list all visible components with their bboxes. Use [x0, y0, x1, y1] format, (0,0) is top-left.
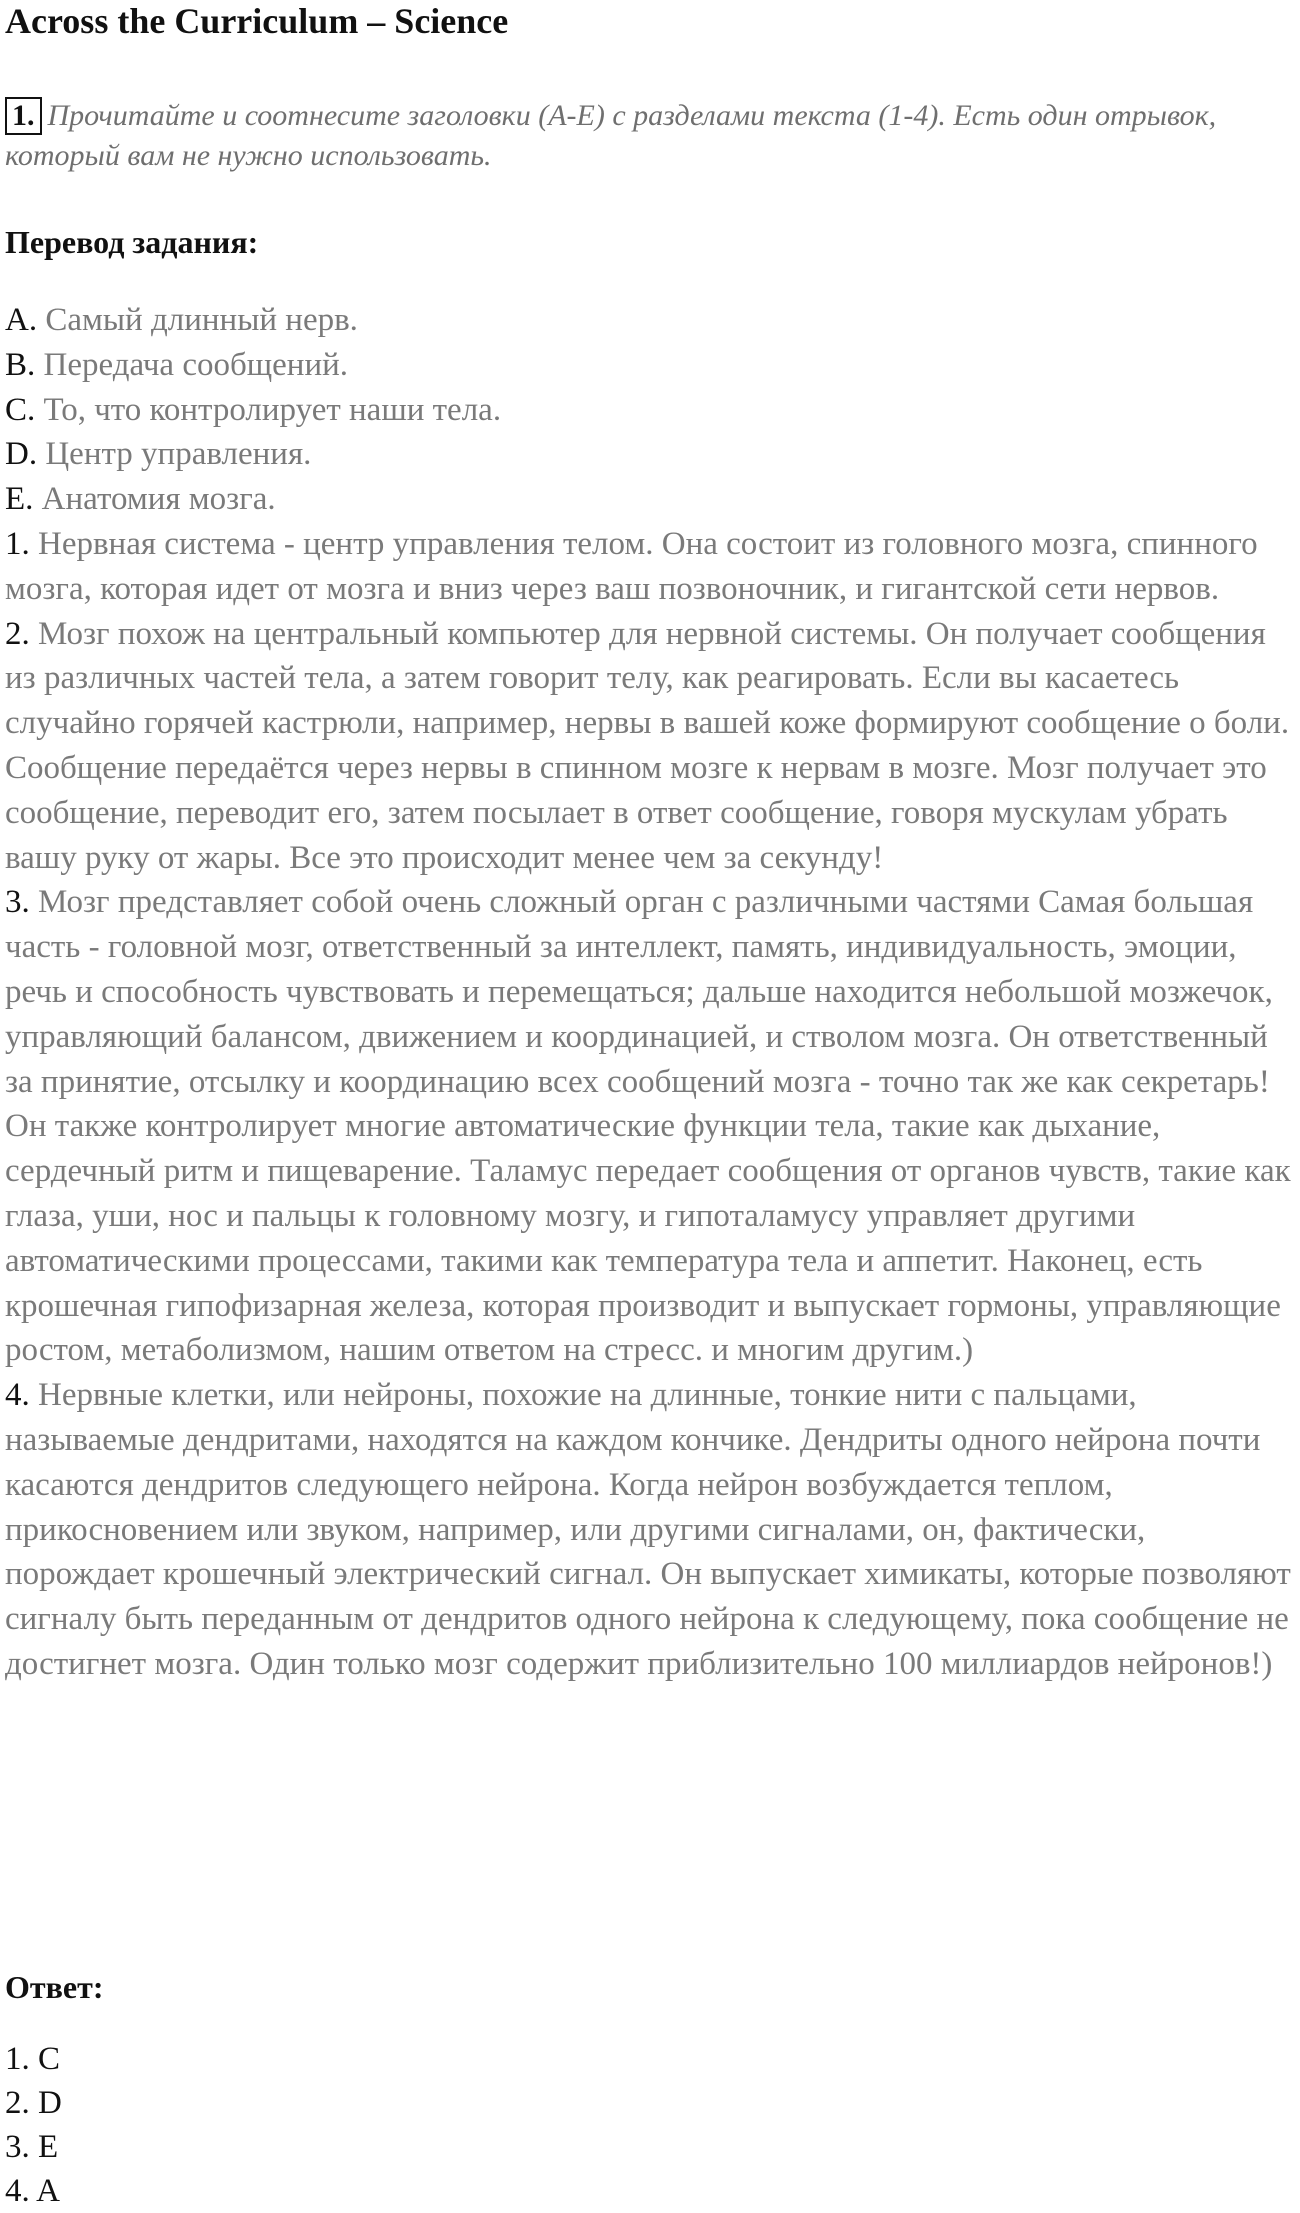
answer-item: 2. D — [5, 2085, 62, 2121]
heading-marker: B. — [5, 346, 36, 383]
answer-item: 1. C — [5, 2041, 61, 2077]
heading-item — [5, 477, 1297, 522]
task-instruction-block — [5, 96, 1275, 176]
heading-text: Передача сообщений. — [35, 346, 349, 383]
text-section-1 — [5, 522, 1297, 612]
heading-text: Самый длинный нерв. — [37, 302, 358, 338]
task-instruction-text: Прочитайте и соотнесите заголовки (A-E) с разделами текста (1-4). Есть один отрывок, который вам не нужно использовать. — [5, 99, 1217, 172]
answer-item: 4. A — [5, 2173, 61, 2209]
heading-item — [5, 298, 1297, 343]
translation-heading: Перевод задания: — [5, 224, 259, 260]
translation-body — [5, 298, 1297, 1687]
page-title: Across the Curriculum – Science — [5, 1, 509, 41]
section-text: Нервные клетки, или нейроны, похожие на длинные, тонкие нити с пальцами, называемые дендритами, находятся на каждом кончике. Дендриты одного нейрона почти касаются дендритов следующего нейрона. Когда нейрон возбуждается теплом, прикосновением или звуком, например, или другими сигналами, он, фактически, порождает крошечный электрический сигнал. Он выпускает химикаты, которые позволяют сигналу быть переданным от дендритов одного нейрона к следующему, пока сообщение не достигнет мозга. Один только мозг содержит приблизительно 100 миллиардов нейронов!) — [5, 1377, 1291, 1682]
section-marker: 2. — [5, 615, 30, 652]
section-marker: 3. — [5, 884, 30, 921]
heading-marker: A. — [5, 302, 38, 338]
text-section-2 — [5, 612, 1297, 881]
answer-item: 3. E — [5, 2129, 59, 2165]
heading-item — [5, 388, 1297, 433]
section-text: Нервная система - центр управления телом. Она состоит из головного мозга, спинного мозга, которая идет от мозга и вниз через ваш позвоночник, и гигантской сети нервов. — [5, 525, 1258, 607]
task-number-box: 1. — [5, 97, 42, 135]
heading-item — [5, 432, 1297, 477]
heading-text: Анатомия мозга. — [33, 481, 276, 518]
heading-marker: C. — [5, 391, 36, 428]
section-text: Мозг представляет собой очень сложный орган с различными частями Самая большая часть - головной мозг, ответственный за интеллект, память, индивидуальность, эмоции, речь и способность чувствовать и перемещаться; дальше находится небольшой мозжечок, управляющий балансом, движением и координацией, и стволом мозга. Он ответственный за принятие, отсылку и координацию всех сообщений мозга - точно так же как секретарь! Он также контролирует многие автоматические функции тела, такие как дыхание, сердечный ритм и пищеварение. Таламус передает сообщения от органов чувств, такие как глаза, уши, нос и пальцы к головному мозгу, и гипоталамусу управляет другими автоматическими процессами, такими как температура тела и аппетит. Наконец, есть крошечная гипофизарная железа, которая производит и выпускает гормоны, управляющие ростом, метаболизмом, нашим ответом на стресс. и многим другим.) — [5, 884, 1291, 1369]
text-section-4 — [5, 1373, 1297, 1687]
heading-item — [5, 343, 1297, 388]
heading-marker: D. — [5, 436, 38, 473]
answer-list — [5, 2037, 62, 2213]
heading-text: Центр управления. — [37, 436, 312, 473]
answer-heading: Ответ: — [5, 1969, 104, 2005]
section-marker: 4. — [5, 1377, 30, 1414]
heading-marker: E. — [5, 481, 34, 518]
text-section-3 — [5, 880, 1297, 1373]
heading-text: То, что контролирует наши тела. — [35, 391, 502, 428]
section-text: Мозг похож на центральный компьютер для нервной системы. Он получает сообщения из различных частей тела, а затем говорит телу, как реагировать. Если вы касаетесь случайно горячей кастрюли, например, нервы в вашей коже формируют сообщение о боли. Сообщение передаётся через нервы в спинном мозге к нервам в мозге. Мозг получает это сообщение, переводит его, затем посылает в ответ сообщение, говоря мускулам убрать вашу руку от жары. Все это происходит менее чем за секунду! — [5, 615, 1290, 876]
section-marker: 1. — [5, 525, 30, 562]
